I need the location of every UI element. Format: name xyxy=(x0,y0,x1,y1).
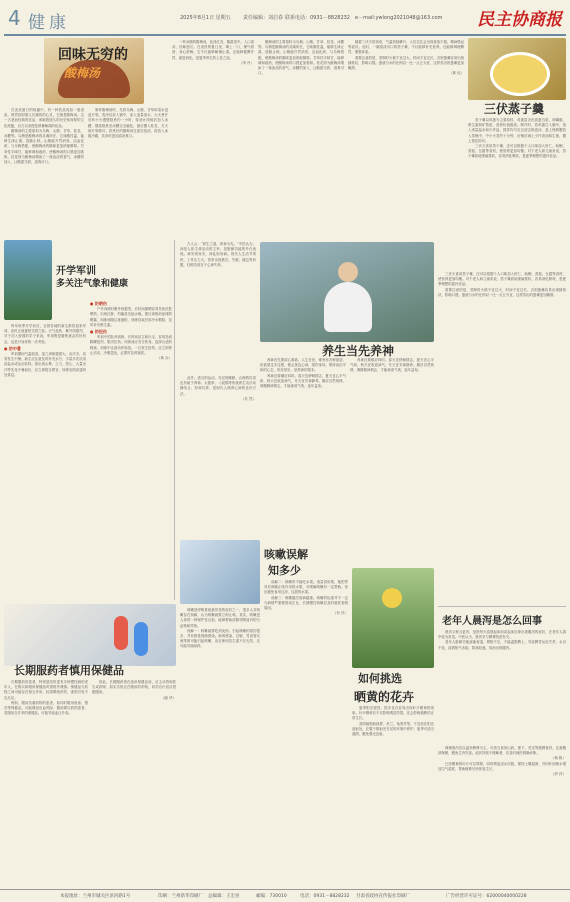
paragraph: 军训中的队列训练、长时间站立和行走，容易造成脚踝扭伤、肌肉拉伤。训练前应充分热身，选择合适的鞋袜，训练中注意动作规范。一旦发生扭伤，应立即停止活动，冷敷患处，必要时及时就医。 xyxy=(90,335,172,355)
issue-date: 2025年8月1日 星期五 xyxy=(180,15,231,21)
paragraph: 一杯冰镇的酸梅汤，色泽红亮，酸甜适中，入口清凉，回味悠长。在炎热的夏日里，喝上一口，暑气顿消，身心舒畅。它不仅能够解暑止渴，还能够健脾开胃、促进消化，是夏季养生的上佳之选。 xyxy=(172,40,254,60)
article-laonian-col1 xyxy=(438,630,566,742)
contact-phone: 联系电话：0931－8828232 xyxy=(285,15,350,21)
article-yangsheng-col2 xyxy=(260,358,346,572)
article-huigan-col2 xyxy=(88,108,168,236)
paragraph: 夏季阳光强烈，很多花卉容易出现叶片晒黄的现象。叶片晒黄后不仅影响观赏效果，还会影响植株的正常生长。 xyxy=(352,706,434,721)
headline-laonian: 老年人晨泻是怎么回事 xyxy=(442,616,542,627)
paragraph: 在炎炎夏日的喧嚣中，有一种饮品宛如一股清泉，悄然抚慰着人们燥热的心灵，它就是酸梅汤。这一古老而经典的饮品，承载着悠久的历史和深厚的文化底蕴，自古以来便是消暑解渴的佳品。 xyxy=(4,108,84,128)
footer-postal-code: 邮编：730010 xyxy=(256,894,287,899)
paragraph: 古人云：“养生之道，养神为先。”中医认为，神是人体生命活动的主宰，是脏腑功能的外在表现。神安则身安，神乱则身病。现代人生活节奏快，工作压力大，常常出现焦虑、失眠、健忘等问题，归根结底在于心神失养。 xyxy=(180,242,256,267)
article-author: （黄 卉） xyxy=(156,356,172,361)
paragraph: 长期服药的患者，特别是同时患有多种慢性病的老年人，在购买和服用保健品时需格外谨慎。保健品与药物之间可能存在相互作用，轻则降低药效，重则引发不良反应。 xyxy=(4,680,88,700)
paragraph: 此外，适当的运动、充足的睡眠、合理的饮食也有助于养神。太极拳、八段锦等传统养生功法动静结合，形神共养，是现代人调养心神的良好方法。 xyxy=(180,376,256,396)
paragraph: 蒸子羹以鸡蛋为主要原料，鸡蛋富含优质蛋白质、卵磷脂、维生素和矿物质，营养价值极高。制作时，将鸡蛋打入碗中，加入适量温水和少许盐，搅拌均匀后过滤去除泡沫，盖上保鲜膜放入蒸锅中，中小火蒸约十分钟，出锅后淋上少许香油和生抽，撒上葱花即可。 xyxy=(468,118,566,143)
footer-editor-in-chief: 总编辑：王宏亮 xyxy=(208,894,240,899)
page-header xyxy=(0,0,570,36)
figure-head-shape xyxy=(338,262,358,282)
steamed-egg-image xyxy=(468,38,566,100)
article-changqi-col1 xyxy=(4,680,88,886)
paragraph: 调理晨泻应以温补脾肾为主，可适当食用山药、莲子、芡实等健脾食材，注意腹部保暖，避免生冷饮食。症状持续不缓解者，应及时就医明确诊断。 xyxy=(438,746,566,756)
article-sanfu-col3 xyxy=(438,272,566,562)
headline-yangsheng: 养生当先养神 xyxy=(322,344,395,358)
article-kesou-col1 xyxy=(180,608,260,886)
figure-body-shape xyxy=(324,282,372,332)
article-yangsheng-col1 xyxy=(180,242,256,372)
paragraph: 酸梅汤的主要原料为乌梅、山楂、甘草、桂花、冰糖等。乌梅是酸梅汤的灵魂所在，它味酸性温，能够生津止渴、敛肺止咳。山楂能开胃消食、活血化瘀，与乌梅搭配，使酸梅汤的酸味更加浓郁醇厚。甘草性平味甘，能够调和诸药，使酸梅汤的口感更加柔和。桂花则为酸梅汤增添了一抹淡淡的香气，冰糖的加入，让酸甜交织，清爽可口。 xyxy=(258,40,344,76)
header-rule xyxy=(4,34,566,36)
paragraph: 养神还要顺应四时。春天宜舒畅情志，夏天宜心平气和，秋天宜收敛神气，冬天宜安神静养。顺应自然规律，调摄精神情志，才能神清气爽，延年益寿。 xyxy=(260,373,346,389)
flower-shape xyxy=(382,588,402,608)
paragraph: 老年人脏腑功能逐渐衰退，肾阳不足，不能温煦脾土，导致脾胃运化失常，水谷不化，清晨阳气未振，阴寒较盛，故而出现腹泻。 xyxy=(438,640,566,650)
footer-printer: 印刷：兰州新华印刷厂 xyxy=(158,894,203,899)
section-divider xyxy=(438,606,566,607)
egg-bowl-shape xyxy=(490,52,550,96)
paragraph: 咳嗽是呼吸系统最常见的症状之一，很多人对咳嗽存在误解，认为咳嗽就要立即止咳。其实，咳嗽是人体的一种保护性反射，能够帮助清除呼吸道内的分泌物和异物。 xyxy=(180,608,260,628)
article-sanfu-col1 xyxy=(348,40,464,240)
newspaper-brand: 民主协商报 xyxy=(477,10,562,30)
headline-huahui-line2: 晒黄的花卉 xyxy=(354,690,415,704)
meditation-image xyxy=(260,242,434,342)
paragraph: 误解二：咳嗽时不能吃水果。适量食用梨、枇杷等具有润肺止咳作用的水果，对缓解咳嗽有一定帮助。但应避免食用过凉、过甜的水果。 xyxy=(264,580,348,595)
subhead: ● 防中暑 xyxy=(4,345,21,351)
article-author: （伊 祥） xyxy=(550,772,566,777)
capsule-shape xyxy=(114,616,128,650)
article-author: （苏 然） xyxy=(240,396,256,401)
article-sanfu-col2 xyxy=(468,118,566,268)
paragraph: 例如，服用抗凝药物的患者，如同时服用鱼油、银杏等保健品，可能增加出血风险；服用降压药的患者，若服用含甘草的保健品，可能导致血压升高。 xyxy=(4,700,88,716)
paragraph: 误解三：咳嗽越厉害病越重。咳嗽的轻重并不一定与病情严重程度成正比，长期慢性咳嗽应及时就医查明原因。 xyxy=(264,595,348,611)
article-huigan-col3 xyxy=(172,40,254,236)
footer-address: 本报地址：兰州市城关区滨河路1号 xyxy=(60,894,131,899)
article-changqi-col2 xyxy=(92,680,176,886)
paragraph: 军训期间气温较高，加之训练强度大，出汗多，容易发生中暑。新生应注意及时补充水分，少量多次饮用淡盐水或运动饮料。如出现头晕、乏力、恶心、大量出汗等先兆中暑症状，应立即报告教官，转移至阴凉通风处休息。 xyxy=(4,352,86,377)
page-footer xyxy=(0,889,570,902)
article-author: （林 迅） xyxy=(448,71,464,76)
paragraph: 养神首先要清心寡欲。人生在世，难免有各种欲望，但欲望过多过强，便会扰乱心神，损伤身体。保持淡泊平和的心态，知足常乐，是养神的根本。 xyxy=(260,358,346,373)
article-laonian-col2 xyxy=(438,746,566,886)
paragraph: 酸梅汤的主要原料为乌梅、山楂、甘草、桂花、冰糖等。乌梅是酸梅汤的灵魂所在，它味酸性温，能够生津止渴、敛肺止咳。山楂能开胃消食、活血化瘀，与乌梅搭配，使酸梅汤的酸味更加浓郁醇厚。甘草性平味甘，能够调和诸药，使酸梅汤的口感更加柔和。桂花则为酸梅汤增添了一抹淡淡的香气，冰糖的加入，让酸甜交织，清爽可口。 xyxy=(4,128,84,165)
column-divider xyxy=(174,240,175,600)
article-author: （杨 帆） xyxy=(550,756,566,761)
footer-phone: 电话：0931－8828232 xyxy=(300,894,350,899)
medicine-image xyxy=(4,604,176,666)
paragraph: 制作酸梅汤时，先将乌梅、山楂、甘草用清水浸泡片刻，洗净后放入锅中，加入适量清水，大火煮开后转小火慢慢熬煮约一小时，待汤汁浓郁后加入冰糖，继续熬煮至冰糖完全融化，最后撒入桂花，关火焖片刻即可。将煮好的酸梅汤过滤后放凉，再放入冰箱冷藏，饮用时更加清凉爽口。 xyxy=(88,108,168,139)
article-huigan-col4 xyxy=(258,40,344,236)
article-kaisheng-col2 xyxy=(90,300,172,602)
paragraph: 三伏天食用蒸子羹，还可以根据个人口味加入虾仁、蛤蜊、香菇、豆腐等食材，使营养更加均衡。对于老人和儿童来说，蒸子羹质地细腻柔软，容易消化吸收，是夏季理想的滋补佳品。 xyxy=(468,144,566,159)
article-author: （李 丹） xyxy=(238,60,254,65)
page-number: 4 xyxy=(8,6,21,30)
paragraph: 随着三伏天的到来，气温持续攀升，人们往往会出现食欲不振、精神倦怠等症状。此时，一碗清淡可口的蒸子羹，不仅能够补充营养，还能够调理脾胃，增强体质。 xyxy=(348,40,464,55)
paragraph: 晨泻又称五更泻，是指每天清晨起床前或起床后即出现腹泻的症状，在老年人群中较为常见。中医认为，晨泻多与脾肾阳虚有关。 xyxy=(438,630,566,640)
article-yangsheng-col3 xyxy=(180,376,256,536)
paragraph: 每年秋季开学前后，全国各地的新生都将迎来军训。此时正值夏秋交替之际，天气炎热、紫外线强烈，对于初入校园的学子来说，军训既是磨炼意志的好机会，也是对身体的一次考验。 xyxy=(4,324,86,344)
responsible-editor: 责任编辑：刘启春 xyxy=(243,15,284,21)
article-kaisheng-col1 xyxy=(4,324,86,602)
headline-huigan: 回味无穷的 xyxy=(58,47,128,63)
subhead: ● 防晒伤 xyxy=(90,301,107,306)
article-huigan-col1 xyxy=(4,108,84,236)
headline-kesou-line1: 咳嗽误解 xyxy=(264,548,308,561)
headline-changqi: 长期服药者慎用保健品 xyxy=(14,664,124,677)
flower-plant-image xyxy=(352,568,434,668)
paragraph: 喜阴植物如绿萝、吊兰、龟背竹等，不宜放在阳光直射处，应置于散射光充足的环境中养护。夏季可适当遮阴，避免强光直射。 xyxy=(352,721,434,737)
military-training-image xyxy=(4,240,52,320)
paragraph: 误解一：咳嗽就要吃消炎药。引起咳嗽的原因很多，并非都是细菌感染。病毒感染、过敏、胃食管反流等都可能引起咳嗽，盲目使用抗生素不仅无效，还可能导致耐药。 xyxy=(180,628,260,649)
headline-kaisheng-line2: 多关注气象和健康 xyxy=(56,279,129,289)
capsule-shape xyxy=(134,622,148,656)
paragraph: 需要注意的是，蒸制时火候不宜过大，时间不宜过长，否则蛋羹容易出现蜂窝状，影响口感。蛋液与水的比例以一比一点五为宜，这样蒸出的蛋羹更加嫩滑。 xyxy=(348,55,464,71)
footer-ad-license: 广告经营许可证号：62000040000228 xyxy=(446,894,527,899)
headline-sanfu: 三伏蒸子羹 xyxy=(484,102,545,116)
paragraph: 三伏天食用蒸子羹，还可以根据个人口味加入虾仁、蛤蜊、香菇、豆腐等食材，使营养更加均衡。对于老人和儿童来说，蒸子羹质地细腻柔软，容易消化吸收，是夏季理想的滋补佳品。 xyxy=(438,272,566,287)
headline-huahui-line1: 如何挑选 xyxy=(358,672,402,685)
contact-email: e－mail:ywlong2021048@163.com xyxy=(355,15,443,21)
section-title: 健康 xyxy=(28,13,70,33)
paragraph: 已经晒黄的叶片可以剪除，同时增加浇水次数，保持土壤湿润，并向叶面喷水增加空气湿度，帮助植株尽快恢复生长。 xyxy=(438,761,566,771)
article-author: （晓 华） xyxy=(160,695,176,700)
article-author: （付 洋） xyxy=(332,611,348,616)
footer-publisher: 甘肃省政协宣传报社印刷厂 xyxy=(356,894,410,899)
paragraph: 需要注意的是，蒸制时火候不宜过大，时间不宜过长，否则蛋羹容易出现蜂窝状，影响口感。蛋液与水的比例以一比一点五为宜，这样蒸出的蛋羹更加嫩滑。 xyxy=(438,287,566,297)
headline-kaisheng-line1: 开学军训 xyxy=(56,266,96,277)
image-caption-art: 酸梅汤 xyxy=(64,66,101,80)
subhead: ● 防扭伤 xyxy=(90,329,107,335)
paragraph: 因此，长期服药者在选用保健品前，应主动咨询医生或药师，如实告知正在服用的药物，切勿自行盲目搭配服用。 xyxy=(92,680,176,695)
headline-kesou-line2: 知多少 xyxy=(268,564,301,577)
article-huahui-col1 xyxy=(352,706,434,886)
article-yangsheng-col4 xyxy=(350,358,434,572)
paragraph: 养神还要顺应四时。春天宜舒畅情志，夏天宜心平气和，秋天宜收敛神气，冬天宜安神静养。顺应自然规律，调摄精神情志，才能神清气爽，延年益寿。 xyxy=(350,358,434,373)
article-kesou-col2 xyxy=(264,580,348,886)
paragraph: 户外训练时紫外线强烈，长时间暴晒容易导致皮肤晒伤，出现红肿、灼痛甚至起水疱。建议训练前涂抹防晒霜，训练间隙注意遮阳，训练结束后用冷水敷脸，及时补充维生素。 xyxy=(90,307,172,327)
cough-image xyxy=(180,540,260,604)
